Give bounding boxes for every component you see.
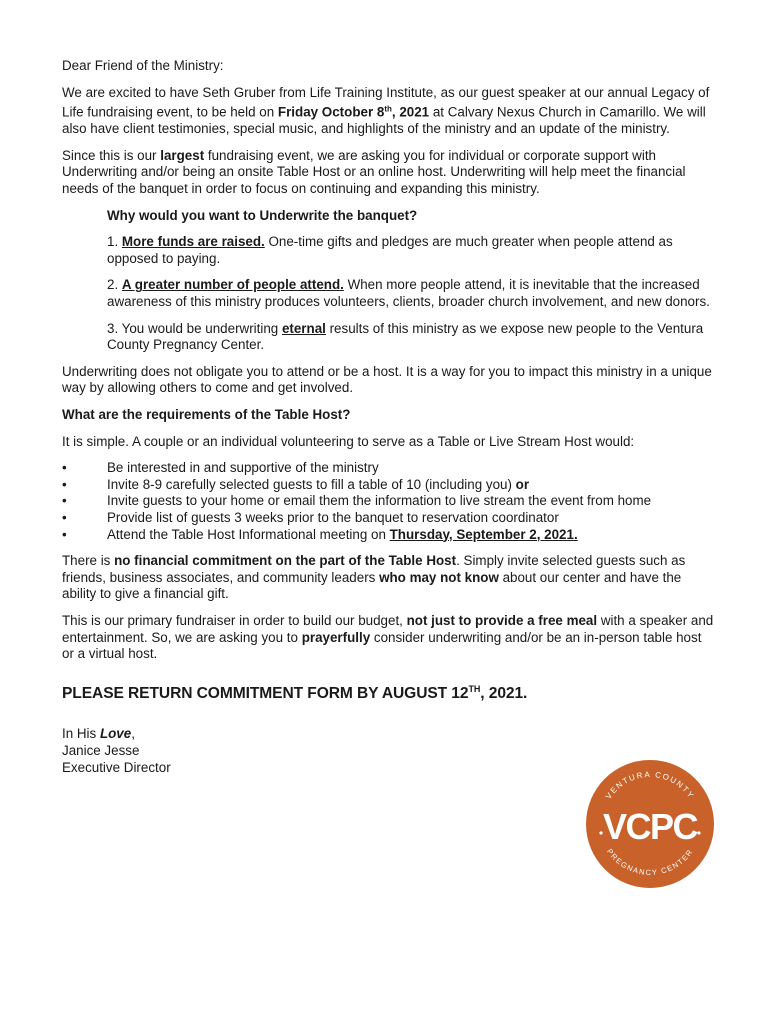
- logo-dot-right: [697, 831, 700, 834]
- logo-arc-bottom: PREGNANCY CENTER: [605, 847, 695, 878]
- closing-line: In His Love,: [62, 726, 135, 742]
- reason-2: 2. A greater number of people attend. When more people attend, it is inevitable that the increased awareness of this ministry produces volunteers, clients, broader church involvement, and new donors.: [107, 277, 710, 309]
- paragraph-primary-fundraiser: This is our primary fundraiser in order to build our budget, not just to provide a free meal with a speaker and entertainment. So, we are asking you to prayerfully consider underwriting and/or be an in-person table host or a virtual host.: [62, 612, 714, 662]
- list-item: • Be interested in and supportive of the ministry: [62, 460, 714, 477]
- reason-1: 1. More funds are raised. One-time gifts and pledges are much greater when people attend as opposed to paying.: [107, 234, 673, 266]
- vcpc-logo: [585, 759, 715, 889]
- why-heading: Why would you want to Underwrite the banquet?: [107, 207, 418, 223]
- paragraph-support: Since this is our largest fundraising event, we are asking you for individual or corporate support with Underwriting and/or being an onsite Table Host or an online host. Underwriting will help meet the financial needs of the banquet in order to focus on continuing and expanding this ministry.: [62, 147, 686, 197]
- logo-dot-left: [599, 831, 602, 834]
- paragraph-no-commitment: There is no financial commitment on the part of the Table Host. Simply invite selected guests such as friends, business associates, and community leaders who may not know about our center and have the ability to give a financial gift.: [62, 553, 686, 602]
- list-item: • Attend the Table Host Informational meeting on Thursday, September 2, 2021.: [62, 527, 714, 544]
- paragraph-intro: We are excited to have Seth Gruber from Life Training Institute, as our guest speaker at our annual Legacy of Life fundraising event, to be held on Friday October 8th, 2021 at Calvary Nexus Church in Camarillo. We will also have client testimonies, special music, and highlights of the ministry and an update of the ministry.: [62, 84, 710, 137]
- reason-3: 3. You would be underwriting eternal results of this ministry as we expose new people to the Ventura County Pregnancy Center.: [107, 320, 704, 353]
- signer-title: Executive Director: [62, 759, 171, 775]
- signer-name: Janice Jesse: [62, 743, 140, 759]
- paragraph-obligation: Underwriting does not obligate you to attend or be a host. It is a way for you to impact this ministry in a unique way by allowing others to come and get involved.: [62, 363, 712, 396]
- requirements-heading: What are the requirements of the Table Host?: [62, 406, 351, 422]
- list-item: • Invite guests to your home or email them the information to live stream the event from home: [62, 493, 714, 510]
- logo-monogram: VCPC: [602, 806, 698, 847]
- requirements-list: [62, 460, 714, 543]
- paragraph-simple: It is simple. A couple or an individual volunteering to serve as a Table or Live Stream Host would:: [62, 433, 635, 449]
- salutation: Dear Friend of the Ministry:: [62, 58, 224, 73]
- logo-arc-top: VENTURA COUNTY: [603, 769, 697, 801]
- letter-body: [62, 58, 714, 776]
- deadline-notice: PLEASE RETURN COMMITMENT FORM BY AUGUST 12TH, 2021.: [62, 683, 528, 702]
- list-item: • Invite 8-9 carefully selected guests to fill a table of 10 (including you) or: [62, 477, 714, 494]
- list-item: • Provide list of guests 3 weeks prior to the banquet to reservation coordinator: [62, 510, 714, 527]
